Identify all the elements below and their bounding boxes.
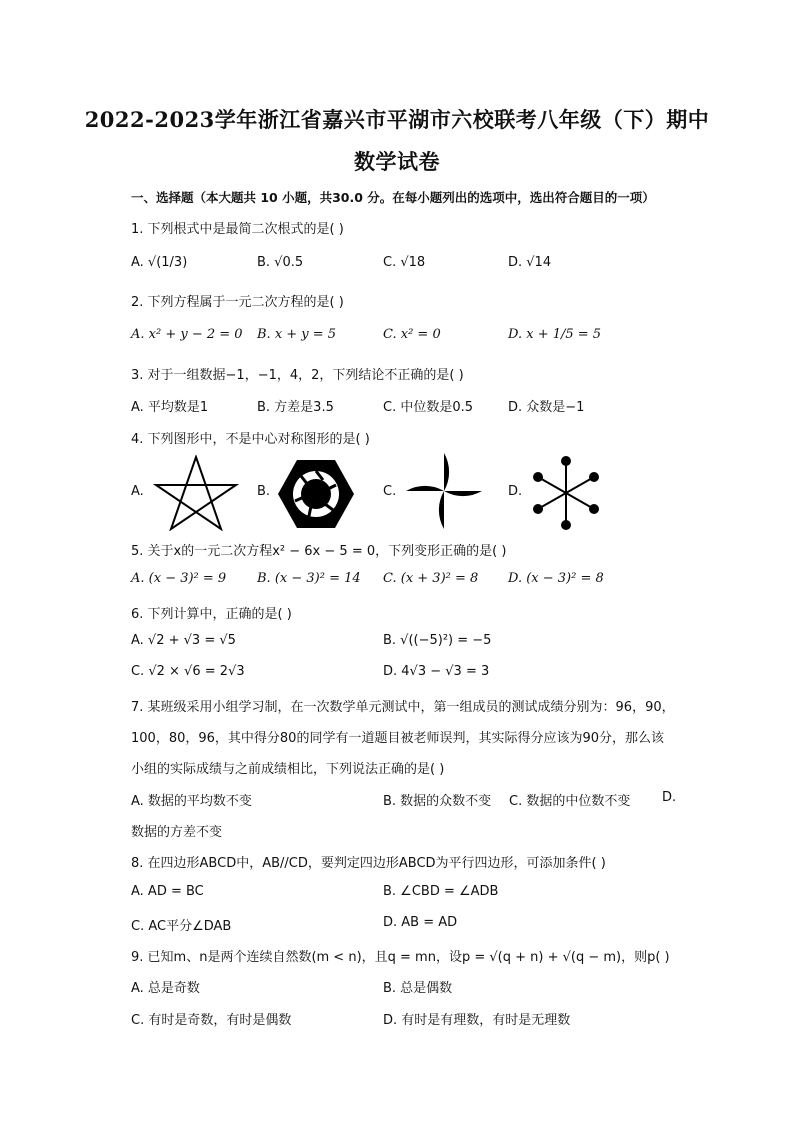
question-7-option-b: B. 数据的众数不变 [383,794,492,809]
question-8-stem: 8. 在四边形ABCD中，AB//CD，要判定四边形ABCD为平行四边形，可添加条件( ) [131,856,606,871]
question-2-option-c: C. x² = 0 [383,327,441,342]
question-8-option-b: B. ∠CBD = ∠ADB [383,884,499,899]
question-4-stem: 4. 下列图形中，不是中心对称图形的是( ) [131,432,370,447]
question-6-option-d: D. 4√3 − √3 = 3 [383,664,490,679]
spoke-figure [528,455,604,531]
question-2-stem: 2. 下列方程属于一元二次方程的是( ) [131,295,344,310]
question-2-option-a: A. x² + y − 2 = 0 [131,327,243,342]
question-4-option-a: A. [131,484,144,499]
question-9-option-d: D. 有时是有理数，有时是无理数 [383,1013,571,1028]
question-9-option-b: B. 总是偶数 [383,981,453,996]
question-5-option-b: B. (x − 3)² = 14 [257,571,361,586]
question-1-option-b: B. √0.5 [257,255,304,270]
question-9-option-c: C. 有时是奇数，有时是偶数 [131,1013,292,1028]
question-3-option-d: D. 众数是−1 [508,400,585,415]
question-5-option-d: D. (x − 3)² = 8 [508,571,604,586]
question-3-stem: 3. 对于一组数据−1，−1，4，2，下列结论不正确的是( ) [131,368,464,383]
question-7-option-a: A. 数据的平均数不变 [131,794,252,809]
star-figure [152,455,240,531]
question-8-option-c: C. AC平分∠DAB [131,919,232,934]
question-8-option-a: A. AD = BC [131,884,204,899]
question-2-option-d: D. x + 1/5 = 5 [508,327,602,342]
question-5-stem: 5. 关于x的一元二次方程x² − 6x − 5 = 0，下列变形正确的是( ) [131,544,507,559]
question-7-option-c: C. 数据的中位数不变 [509,794,631,809]
question-3-option-c: C. 中位数是0.5 [383,400,474,415]
question-2-option-b: B. x + y = 5 [257,327,337,342]
page-subtitle: 数学试卷 [354,149,440,174]
pinwheel-figure [404,451,484,531]
question-7-stem-line-1: 7. 某班级采用小组学习制，在一次数学单元测试中，第一组成员的测试成绩分别为：96，90， [131,700,675,715]
question-6-stem: 6. 下列计算中，正确的是( ) [131,607,292,622]
question-9-option-a: A. 总是奇数 [131,981,200,996]
question-1-option-c: C. √18 [383,255,426,270]
section-heading: 一、选择题（本大题共 10 小题，共30.0 分。在每小题列出的选项中，选出符合题目的一项） [131,190,655,205]
question-4-option-b: B. [257,484,271,499]
hexagon-figure [276,458,356,530]
question-7-stem-line-2: 100，80，96，其中得分80的同学有一道题目被老师误判，其实际得分应该为90分，那么该 [131,731,664,746]
question-7-option-d-label: D. [662,790,677,805]
question-1-stem: 1. 下列根式中是最简二次根式的是( ) [131,222,344,237]
question-6-option-a: A. √2 + √3 = √5 [131,633,236,648]
question-1-option-d: D. √14 [508,255,552,270]
question-8-option-d: D. AB = AD [383,915,458,930]
question-6-option-c: C. √2 × √6 = 2√3 [131,664,245,679]
question-3-option-a: A. 平均数是1 [131,400,209,415]
question-4-option-c: C. [383,484,397,499]
question-9-stem: 9. 已知m、n是两个连续自然数(m < n)，且q = mn，设p = √(q + n) + √(q − m)，则p( ) [131,950,670,965]
question-4-option-d: D. [508,484,523,499]
page-title: 2022-2023学年浙江省嘉兴市平湖市六校联考八年级（下）期中 [84,107,710,132]
question-5-option-a: A. (x − 3)² = 9 [131,571,227,586]
question-3-option-b: B. 方差是3.5 [257,400,334,415]
question-7-stem-line-3: 小组的实际成绩与之前成绩相比，下列说法正确的是( ) [131,762,445,777]
question-5-option-c: C. (x + 3)² = 8 [383,571,479,586]
question-7-option-d-text: 数据的方差不变 [131,825,223,840]
question-1-option-a: A. √(1/3) [131,255,188,270]
question-6-option-b: B. √((−5)²) = −5 [383,633,492,648]
